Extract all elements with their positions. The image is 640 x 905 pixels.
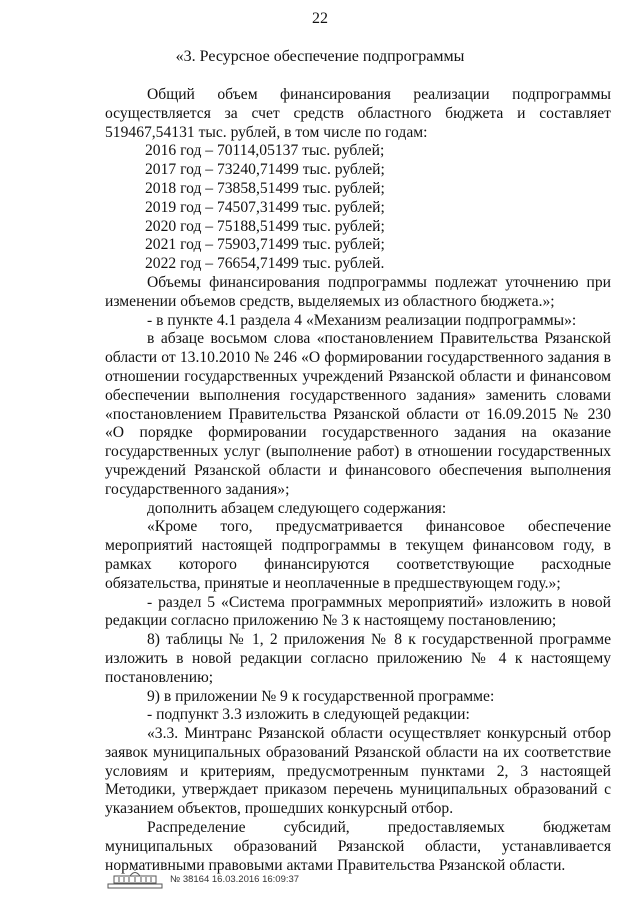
paragraph: - подпункт 3.3 изложить в следующей редакции: bbox=[147, 706, 470, 724]
list-item: 2021 год – 75903,71499 тыс. рублей; bbox=[145, 236, 385, 254]
paragraph: «3.3. Минтранс Рязанской области осуществляет конкурсный отбор заявок муниципальных образований Рязанской области на их соответствие условиям и критериям, предусмотренным пунктами 2, 3 настоящей Методики, утверждает приказом перечень муниципальных образований с указанием объектов, прошедших конкурсный отбор. bbox=[105, 725, 611, 818]
list-item: 2018 год – 73858,51499 тыс. рублей; bbox=[145, 179, 385, 197]
list-item: 2019 год – 74507,31499 тыс. рублей; bbox=[145, 198, 385, 216]
paragraph: 8) таблицы № 1, 2 приложения № 8 к государственной программе изложить в новой редакции согласно приложению № 4 к настоящему постановлению; bbox=[105, 631, 611, 686]
paragraph: Объемы финансирования подпрограммы подлежат уточнению при изменении объемов средств, выделяемых из областного бюджета.»; bbox=[105, 273, 611, 310]
list-item: 2022 год – 76654,71499 тыс. рублей. bbox=[145, 255, 385, 273]
paragraph: Распределение субсидий, предоставляемых бюджетам муниципальных образований Рязанской области, устанавливается нормативными правовыми актами Правительства Рязанской области. bbox=[105, 819, 611, 874]
paragraph: - раздел 5 «Система программных мероприятий» изложить в новой редакции согласно приложению № 3 к настоящему постановлению; bbox=[105, 593, 611, 630]
list-item: 2017 год – 73240,71499 тыс. рублей; bbox=[145, 161, 385, 179]
document-body bbox=[105, 86, 611, 875]
paragraph: в абзаце восьмом слова «постановлением Правительства Рязанской области от 13.10.2010 № 246 «О формировании государственного задания в отношении государственных учреждений Рязанской области и финансовом обеспечении выполнения государственного задания» заменить словами «постановлением Правительства Рязанской области от 16.09.2015 № 230 «О порядке формировании государственного задания на оказание государственных услуг (выполнение работ) в отношении государственных учреждений Рязанской области и финансового обеспечения выполнения государственного задания»; bbox=[105, 330, 611, 498]
paragraph: «Кроме того, предусматривается финансовое обеспечение мероприятий настоящей подпрограммы в текущем финансовом году, в рамках которого финансируются соответствующие расходные обязательства, принятые и неоплаченные в предшествующем году.»; bbox=[105, 518, 611, 592]
paragraph: 9) в приложении № 9 к государственной программе: bbox=[147, 687, 495, 705]
paragraph: дополнить абзацем следующего содержания: bbox=[147, 499, 447, 517]
document-footer bbox=[106, 868, 299, 890]
building-logo-icon bbox=[106, 868, 164, 890]
yearly-funding-list bbox=[105, 142, 611, 274]
list-item: 2016 год – 70114,05137 тыс. рублей; bbox=[145, 142, 385, 160]
page-number: 22 bbox=[312, 10, 328, 27]
paragraph: - в пункте 4.1 раздела 4 «Механизм реализации подпрограммы»: bbox=[147, 311, 577, 329]
intro-paragraph: Общий объем финансирования реализации подпрограммы осуществляется за счет средств областного бюджета и составляет 519467,54131 тыс. рублей, в том числе по годам: bbox=[105, 86, 611, 141]
section-heading: «3. Ресурсное обеспечение подпрограммы bbox=[175, 48, 465, 65]
list-item: 2020 год – 75188,51499 тыс. рублей; bbox=[145, 217, 385, 235]
registration-stamp: № 38164 16.03.2016 16:09:37 bbox=[170, 873, 300, 885]
